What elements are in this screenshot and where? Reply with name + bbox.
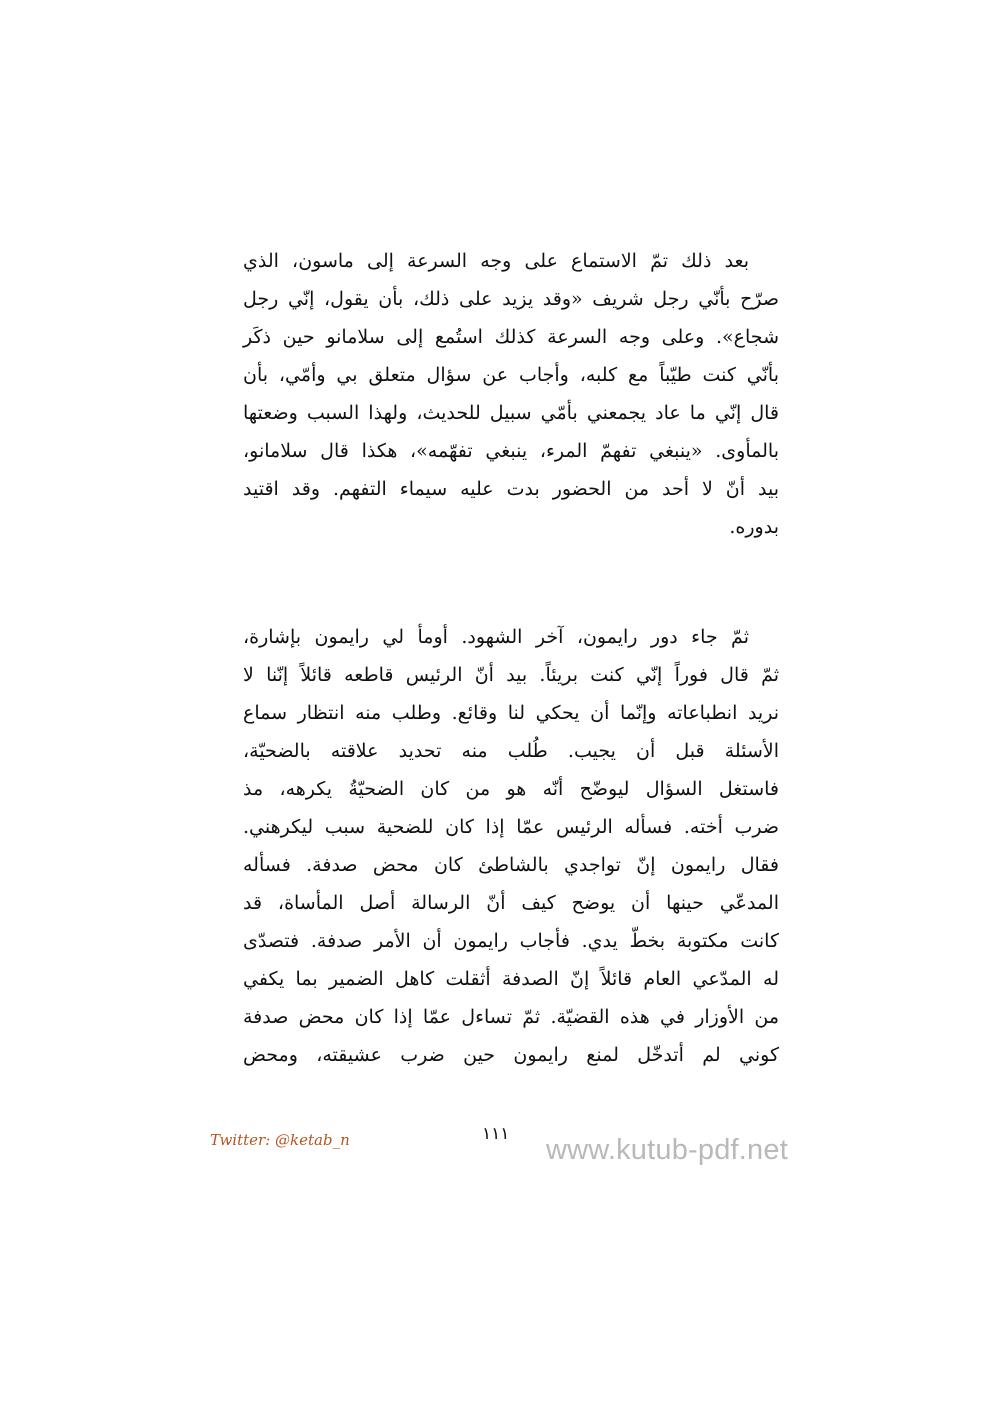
text-line: صرّح بأنّي رجل شريف «وقد يزيد على ذلك، بأن يقول، إنّي رجل: [243, 288, 779, 310]
text-line: ثمّ جاء دور رايمون، آخر الشهود. أومأ لي رايمون بإشارة،: [243, 626, 749, 648]
text-line: كوني لم أتدخّل لمنع رايمون حين ضرب عشيقته، ومحض: [243, 1044, 779, 1066]
page-number: ١١١: [482, 1124, 510, 1144]
text-line: المدعّي حينها أن يوضح كيف أنّ الرسالة أصل المأساة، قد: [243, 892, 779, 914]
text-line: فاستغل السؤال ليوضّح أنّه هو من كان الضحيّةُ يكرهه، مذ: [243, 778, 779, 800]
text-line: قال إنّي ما عاد يجمعني بأمّي سبيل للحديث، ولهذا السبب وضعتها: [243, 402, 779, 424]
text-line: له المدّعي العام قائلاً إنّ الصدفة أثقلت كاهل الضمير بما يكفي: [243, 968, 779, 990]
watermark-url: www.kutub-pdf.net: [546, 1134, 788, 1166]
text-line: فقال رايمون إنّ تواجدي بالشاطئ كان محض صدفة. فسأله: [243, 854, 779, 876]
text-line: بالمأوى. «ينبغي تفهمّ المرء، ينبغي تفهّمه»، هكذا قال سلامانو،: [243, 440, 779, 462]
text-line: الأسئلة قبل أن يجيب. طُلب منه تحديد علاقته بالضحيّة،: [243, 740, 779, 762]
text-line: نريد انطباعاته وإنّما أن يحكي لنا وقائع. وطلب منه انتظار سماع: [243, 702, 779, 724]
text-line: من الأوزار في هذه القضيّة. ثمّ تساءل عمّا إذا كان محض صدفة: [243, 1006, 779, 1028]
text-line: بعد ذلك تمّ الاستماع على وجه السرعة إلى ماسون، الذي: [243, 250, 749, 272]
text-line: بدوره.: [729, 516, 779, 538]
text-line: ضرب أخته. فسأله الرئيس عمّا إذا كان للضحية سبب ليكرهني.: [243, 816, 779, 838]
text-line: كانت مكتوبة بخطّ يدي. فأجاب رايمون أن الأمر صدفة. فتصدّى: [243, 930, 779, 952]
text-line: بأنّي كنت طيّباً مع كلبه، وأجاب عن سؤال متعلق بي وأمّي، بأن: [243, 364, 779, 386]
text-line: بيد أنّ لا أحد من الحضور بدت عليه سيماء التفهم. وقد اقتيد: [243, 478, 779, 500]
twitter-handle: Twitter: @ketab_n: [210, 1131, 350, 1149]
text-line: شجاع». وعلى وجه السرعة كذلك استُمع إلى سلامانو حين ذكَر: [243, 326, 779, 348]
text-line: ثمّ قال فوراً إنّي كنت بريئاً. بيد أنّ الرئيس قاطعه قائلاً إنّنا لا: [243, 664, 779, 686]
